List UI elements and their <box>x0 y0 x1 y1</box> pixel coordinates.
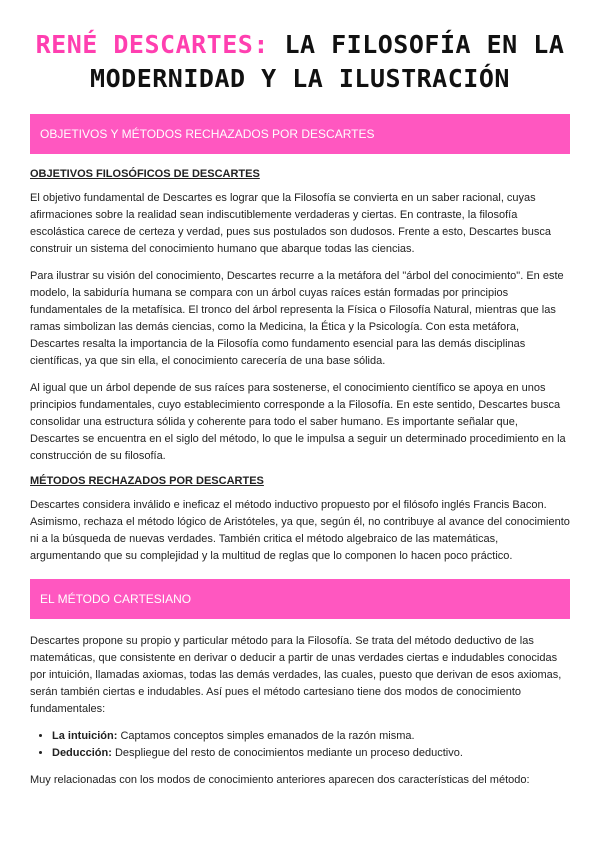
subheading-metodos-rechazados: MÉTODOS RECHAZADOS POR DESCARTES <box>30 475 264 487</box>
list-item <box>52 728 570 745</box>
list-item <box>52 745 570 762</box>
paragraph: Muy relacionadas con los modos de conocimiento anteriores aparecen dos características del método: <box>30 774 530 786</box>
paragraph: Al igual que un árbol depende de sus raíces para sostenerse, el conocimiento científico se apoya en unos principios fundamentales, cuyo establecimiento corresponde a la Filosofía. En este sentido, Descartes busca consolidar una estructura sólida y coherente para todo el saber humano. Es importante señalar que, Descartes se encuentra en el siglo del método, lo que le impulsa a seguir un determinado procedimiento en la construcción de su filosofía. <box>30 382 566 462</box>
title-rest: LA FILOSOFÍA EN LA MODERNIDAD Y LA ILUSTRACIÓN <box>90 30 565 93</box>
paragraph: El objetivo fundamental de Descartes es lograr que la Filosofía se convierta en un saber racional, cuyas afirmaciones sobre la realidad sean indiscutiblemente verdaderas y ciertas. En contraste, la filosofía escolástica carece de certeza y verdad, pues sus postulados son dudosos. Frente a esto, Descartes busca construir un sistema del conocimiento humano que abarque todas las ciencias. <box>30 192 551 255</box>
section-bar-objetivos: OBJETIVOS Y MÉTODOS RECHAZADOS POR DESCARTES <box>30 114 570 154</box>
page-title <box>30 0 570 96</box>
section-bar-metodo: EL MÉTODO CARTESIANO <box>30 579 570 619</box>
paragraph: Para ilustrar su visión del conocimiento, Descartes recurre a la metáfora del "árbol del conocimiento". En este modelo, la sabiduría humana se compara con un árbol cuyas raíces están formadas por principios fundamentales de la metafísica. El tronco del árbol representa la Física o Filosofía Natural, mientras que las ramas simbolizan las demás ciencias, como la Medicina, la Ética y la Psicología. Con esta metáfora, Descartes resalta la importancia de la Filosofía como fundamento esencial para las demás disciplinas científicas, ya que sin ella, el conocimiento carecería de una base sólida. <box>30 270 564 367</box>
title-accent: RENÉ DESCARTES: <box>35 30 269 59</box>
list-item-term: Deducción: <box>52 747 112 759</box>
list-item-text: Despliegue del resto de conocimientos mediante un proceso deductivo. <box>111 747 463 759</box>
list-item-text: Captamos conceptos simples emanados de la razón misma. <box>117 730 415 742</box>
paragraph: Descartes propone su propio y particular método para la Filosofía. Se trata del método deductivo de las matemáticas, que consistente en derivar o deducir a partir de unas verdades ciertas e indudables conocidas por intuición, llamadas axiomas, todas las demás verdades, las cuales, puesto que derivan de esos axiomas, serán también ciertas e indudables. Así pues el método cartesiano tiene dos modos de conocimiento fundamentales: <box>30 635 562 715</box>
bullet-list <box>30 728 570 762</box>
paragraph: Descartes considera inválido e ineficaz el método inductivo propuesto por el filósofo inglés Francis Bacon. Asimismo, rechaza el método lógico de Aristóteles, ya que, según él, no contribuye al avance del conocimiento ni a la búsqueda de nuevas verdades. También critica el método algebraico de las matemáticas, argumentando que su complejidad y la multitud de reglas que lo componen lo hacen poco práctico. <box>30 499 570 562</box>
list-item-term: La intuición: <box>52 730 118 742</box>
subheading-objetivos: OBJETIVOS FILOSÓFICOS DE DESCARTES <box>30 168 260 180</box>
